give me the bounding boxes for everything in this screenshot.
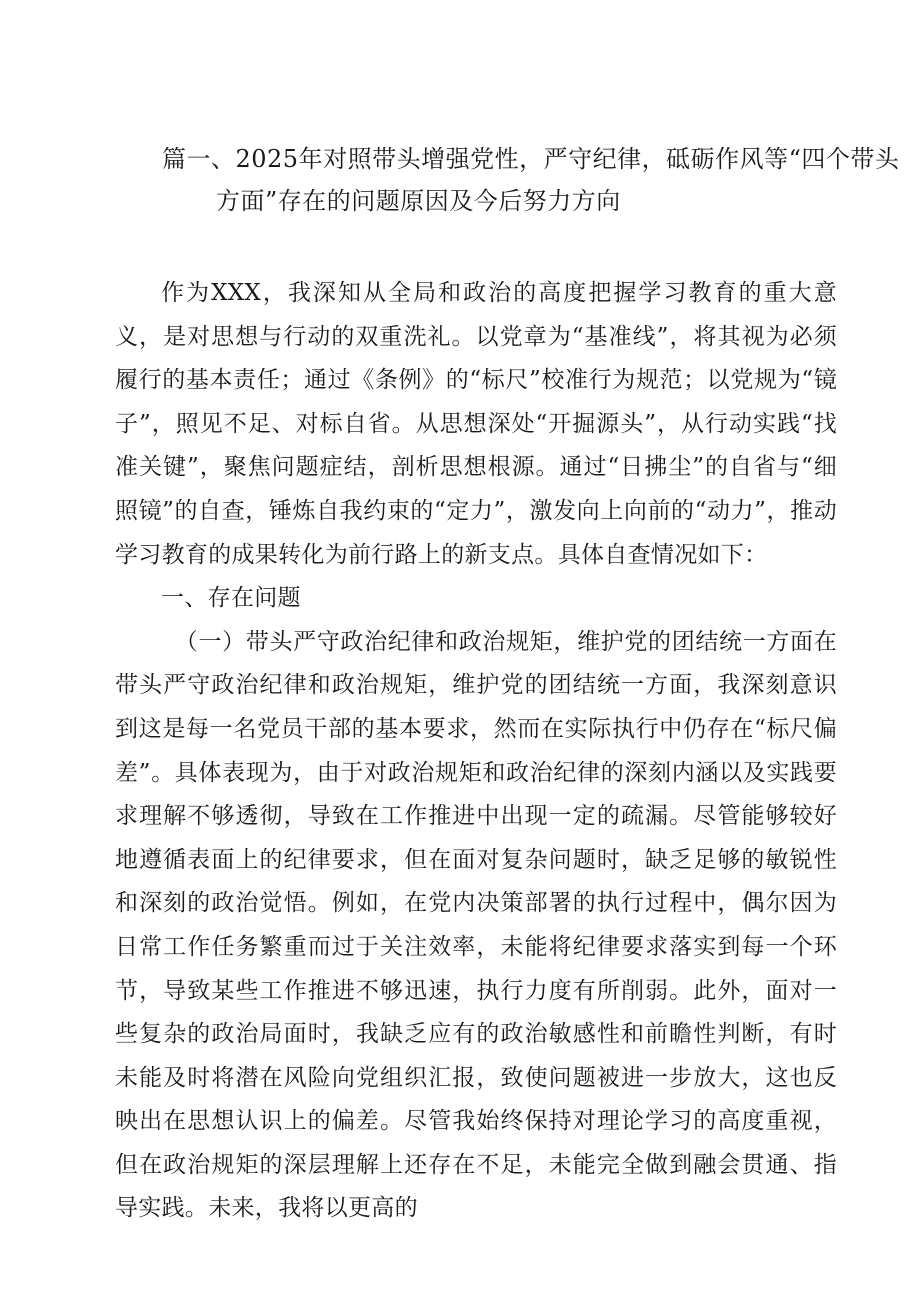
document-body [115, 272, 837, 1231]
document-title [116, 138, 900, 222]
title-line-1: 篇一、2025年对照带头增强党性，严守纪律，砥砺作风等“四个带头 [162, 145, 900, 173]
intro-paragraph: 作为XXX，我深知从全局和政治的高度把握学习教育的重大意义，是对思想与行动的双重洗礼。以党章为“基准线”，将其视为必须履行的基本责任；通过《条例》的“标尺”校准行为规范；以党规为“镜子”，照见不足、对标自省。从思想深处“开掘源头”，从行动实践“找准关键”，聚焦问题症结，剖析思想根源。通过“日拂尘”的自省与“细照镜”的自查，锤炼自我约束的“定力”，激发向上向前的“动力”，推动学习教育的成果转化为前行路上的新支点。具体自查情况如下： [115, 280, 837, 568]
title-line-2: 方面”存在的问题原因及今后努力方向 [216, 187, 621, 215]
section-heading-problems: 一、存在问题 [161, 585, 301, 612]
subsection-paragraph-1: （一）带头严守政治纪律和政治规矩，维护党的团结统一方面在带头严守政治纪律和政治规矩，维护党的团结统一方面，我深刻意识到这是每一名党员干部的基本要求，然而在实际执行中仍存在“标尺偏差”。具体表现为，由于对政治规矩和政治纪律的深刻内涵以及实践要求理解不够透彻，导致在工作推进中出现一定的疏漏。尽管能够较好地遵循表面上的纪律要求，但在面对复杂问题时，缺乏足够的敏锐性和深刻的政治觉悟。例如，在党内决策部署的执行过程中，偶尔因为日常工作任务繁重而过于关注效率，未能将纪律要求落实到每一个环节，导致某些工作推进不够迅速，执行力度有所削弱。此外，面对一些复杂的政治局面时，我缺乏应有的政治敏感性和前瞻性判断，有时未能及时将潜在风险向党组织汇报，致使问题被进一步放大，这也反映出在思想认识上的偏差。尽管我始终保持对理论学习的高度重视，但在政治规矩的深层理解上还存在不足，未能完全做到融会贯通、指导实践。未来，我将以更高的 [115, 628, 837, 1222]
